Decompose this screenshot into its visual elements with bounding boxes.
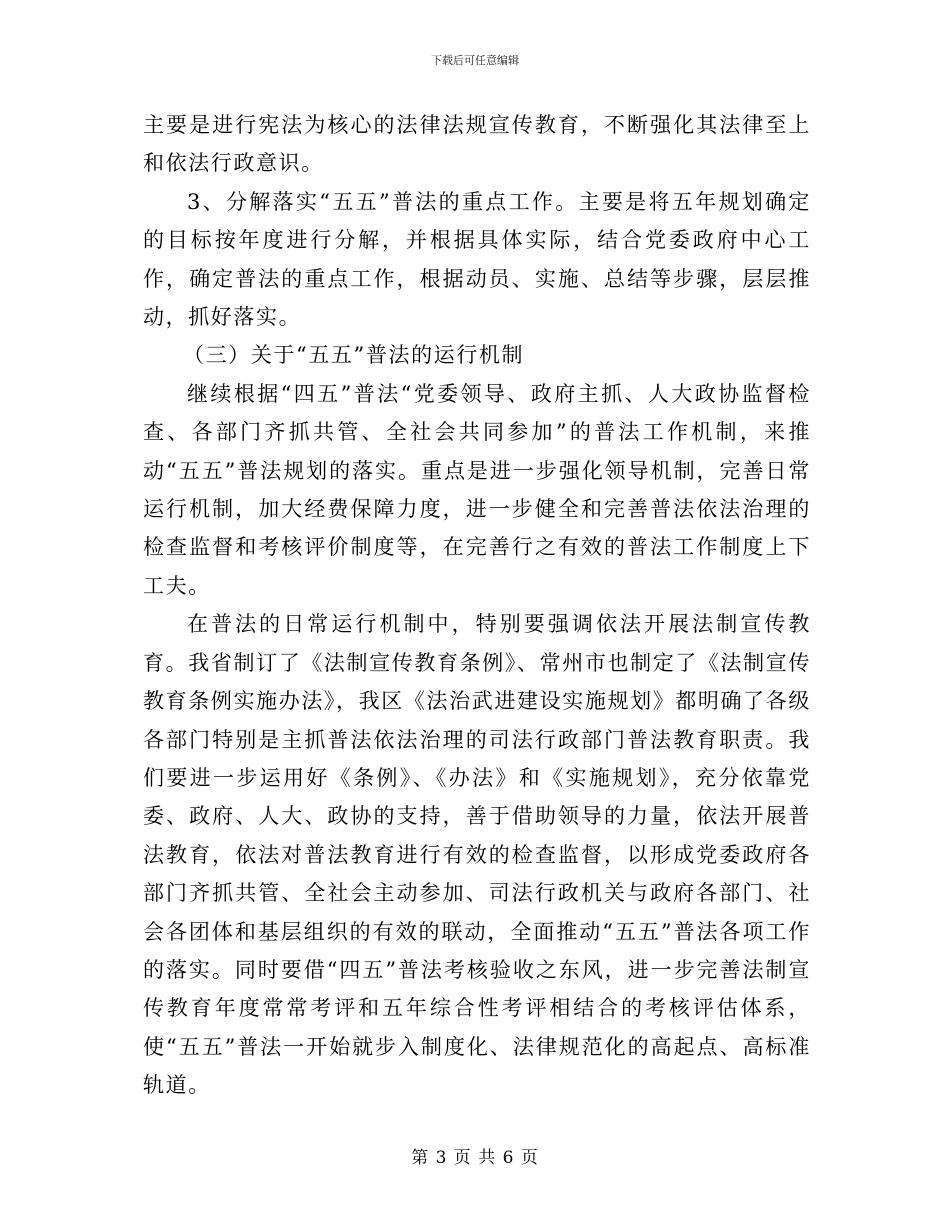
section-heading: （三）关于“五五”普法的运行机制 xyxy=(183,343,525,368)
paragraph-3: 继续根据“四五”普法“党委领导、政府主抓、人大政协监督检查、各部门齐抓共管、全社会共同参加”的普法工作机制，来推动“五五”普法规划的落实。重点是进一步强化领导机制，完善日常运行机制，加大经费保障力度，进一步健全和完善普法依法治理的检查监督和考核评价制度等，在完善行之有效的普法工作制度上下工夫。 xyxy=(143,381,811,598)
page-header: 下载后可任意编辑 xyxy=(431,54,519,67)
paragraph-4: 在普法的日常运行机制中，特别要强调依法开展法制宣传教育。我省制订了《法制宣传教育条例》、常州市也制定了《法制宣传教育条例实施办法》，我区《法治武进建设实施规划》都明确了各级各部门特别是主抓普法依法治理的司法行政部门普法教育职责。我们要进一步运用好《条例》、《办法》和《实施规划》，充分依靠党委、政府、人大、政协的支持，善于借助领导的力量，依法开展普法教育，依法对普法教育进行有效的检查监督，以形成党委政府各部门齐抓共管、全社会主动参加、司法行政机关与政府各部门、社会各团体和基层组织的有效的联动，全面推动“五五”普法各项工作的落实。同时要借“四五”普法考核验收之东风，进一步完善法制宣传教育年度常常考评和五年综合性考评相结合的考核评估体系，使“五五”普法一开始就步入制度化、法律规范化的高起点、高标准轨道。 xyxy=(143,612,811,1098)
paragraph-2: 3、分解落实“五五”普法的重点工作。主要是将五年规划确定的目标按年度进行分解，并根据具体实际，结合党委政府中心工作，确定普法的重点工作，根据动员、实施、总结等步骤，层层推动，抓好落实。 xyxy=(143,189,811,330)
page-number: 第 3 页 共 6 页 xyxy=(411,1148,539,1168)
document-body xyxy=(143,106,811,1105)
paragraph-1: 主要是进行宪法为核心的法律法规宣传教育，不断强化其法律至上和依法行政意识。 xyxy=(143,113,811,176)
